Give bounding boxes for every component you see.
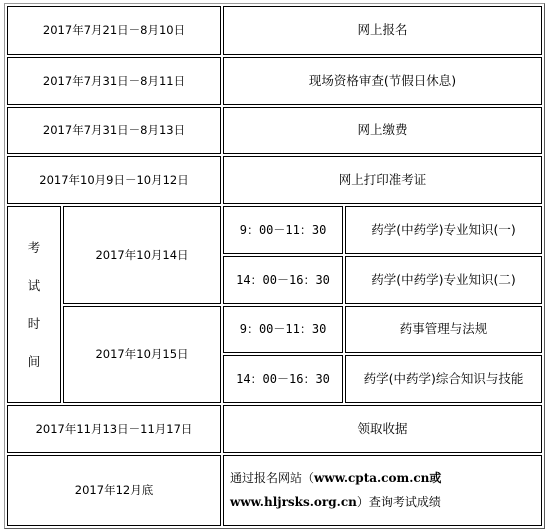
- table-row: [7, 455, 542, 526]
- label-char: 试: [27, 277, 41, 293]
- table-row: [7, 405, 542, 453]
- table-row: [7, 6, 542, 55]
- website-link-hljrsks[interactable]: www.hljrsks.org.cn: [230, 495, 357, 510]
- item-cell: 网上打印准考证: [223, 156, 542, 204]
- subject-cell: 药学(中药学)专业知识(二): [345, 256, 542, 304]
- table-row: [7, 57, 542, 105]
- date-cell: 2017年10月9日－10月12日: [7, 156, 221, 204]
- table-row: [7, 206, 542, 254]
- date-cell: 2017年7月21日－8月10日: [7, 6, 221, 55]
- label-char: 时: [27, 315, 41, 331]
- table-row: [7, 306, 542, 354]
- date-cell: 2017年12月底: [7, 455, 221, 526]
- item-cell: 领取收据: [223, 405, 542, 453]
- session-time-cell: 9：00－11：30: [223, 306, 343, 354]
- table-row: [7, 107, 542, 155]
- score-query-note: [223, 455, 542, 526]
- item-cell: 现场资格审查(节假日休息): [223, 57, 542, 105]
- date-cell: 2017年11月13日－11月17日: [7, 405, 221, 453]
- exam-date-cell: 2017年10月14日: [63, 206, 221, 304]
- table-row: [7, 156, 542, 204]
- item-cell: 网上缴费: [223, 107, 542, 155]
- note-or: 或: [429, 471, 442, 486]
- exam-time-label: [7, 206, 61, 403]
- label-char: 间: [27, 353, 41, 369]
- note-suffix: ）查询考试成绩: [356, 495, 441, 510]
- subject-cell: 药学(中药学)综合知识与技能: [345, 355, 542, 403]
- website-link-cpta[interactable]: www.cpta.com.cn: [314, 471, 430, 486]
- note-prefix: 通过报名网站（: [230, 471, 315, 486]
- subject-cell: 药学(中药学)专业知识(一): [345, 206, 542, 254]
- session-time-cell: 9：00－11：30: [223, 206, 343, 254]
- item-cell: 网上报名: [223, 6, 542, 55]
- date-cell: 2017年7月31日－8月11日: [7, 57, 221, 105]
- session-time-cell: 14：00－16：30: [223, 256, 343, 304]
- label-char: 考: [27, 239, 41, 255]
- exam-schedule-table: [4, 3, 545, 529]
- subject-cell: 药事管理与法规: [345, 306, 542, 354]
- session-time-cell: 14：00－16：30: [223, 355, 343, 403]
- exam-date-cell: 2017年10月15日: [63, 306, 221, 404]
- date-cell: 2017年7月31日－8月13日: [7, 107, 221, 155]
